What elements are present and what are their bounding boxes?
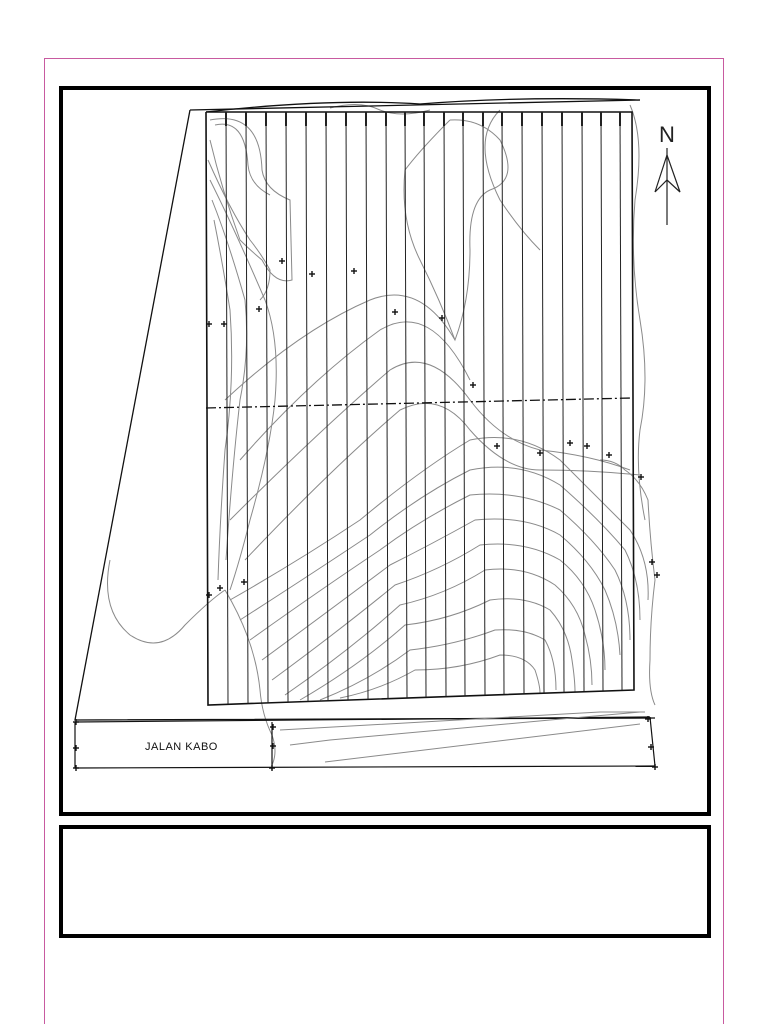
lot-line	[386, 112, 388, 698]
contour-line	[272, 544, 605, 680]
road-label: JALAN KABO	[145, 741, 218, 753]
north-arrow-icon	[655, 148, 680, 225]
contour-line	[485, 110, 540, 250]
survey-marker-icon	[652, 764, 658, 770]
survey-marker-icon	[309, 271, 315, 277]
contour-line	[230, 438, 648, 601]
survey-marker-icon	[470, 382, 476, 388]
contour-line	[214, 220, 232, 580]
lot-line	[483, 112, 485, 695]
lot-line	[266, 112, 268, 703]
lot-line	[562, 112, 564, 692]
site-boundary	[75, 99, 655, 720]
plot-outline	[206, 112, 634, 705]
lot-line	[405, 112, 407, 698]
contour-line	[245, 403, 640, 560]
survey-marker-icon	[392, 309, 398, 315]
survey-marker-icon	[256, 306, 262, 312]
survey-marker-icon	[73, 745, 79, 751]
lot-line	[582, 112, 584, 691]
contour-line	[215, 124, 270, 195]
lot-line	[444, 112, 446, 696]
survey-marker-icon	[537, 450, 543, 456]
survey-marker-icon	[584, 443, 590, 449]
lot-line	[522, 112, 524, 694]
contour-line	[240, 467, 640, 620]
contour-line	[600, 460, 655, 705]
lot-line	[424, 112, 426, 697]
survey-marker-icon	[351, 268, 357, 274]
survey-marker-icon	[269, 765, 275, 771]
survey-marker-icon	[279, 258, 285, 264]
survey-marker-icon	[606, 452, 612, 458]
lot-line	[620, 112, 622, 690]
contour-line	[262, 519, 620, 660]
lot-line	[502, 112, 504, 694]
contour-line	[404, 120, 508, 340]
center-line	[206, 398, 632, 408]
lot-line	[366, 112, 368, 699]
title-block	[59, 825, 711, 938]
survey-marker-icon	[439, 315, 445, 321]
survey-marker-icon	[241, 579, 247, 585]
contour-line	[212, 200, 247, 560]
contour-line	[285, 569, 592, 695]
survey-marker-icon	[221, 321, 227, 327]
lot-line	[463, 112, 465, 696]
survey-marker-icon	[567, 440, 573, 446]
survey-marker-icon	[217, 585, 223, 591]
survey-marker-icon	[270, 724, 276, 730]
lot-line	[601, 112, 603, 691]
lot-line	[306, 112, 308, 701]
survey-marker-icon	[649, 559, 655, 565]
lot-line	[346, 112, 348, 700]
contour-line	[300, 599, 575, 700]
contour-line	[210, 119, 292, 281]
north-label: N	[659, 122, 675, 147]
contour-lines	[108, 104, 656, 765]
survey-marker-icon	[73, 765, 79, 771]
survey-marker-icon	[494, 443, 500, 449]
